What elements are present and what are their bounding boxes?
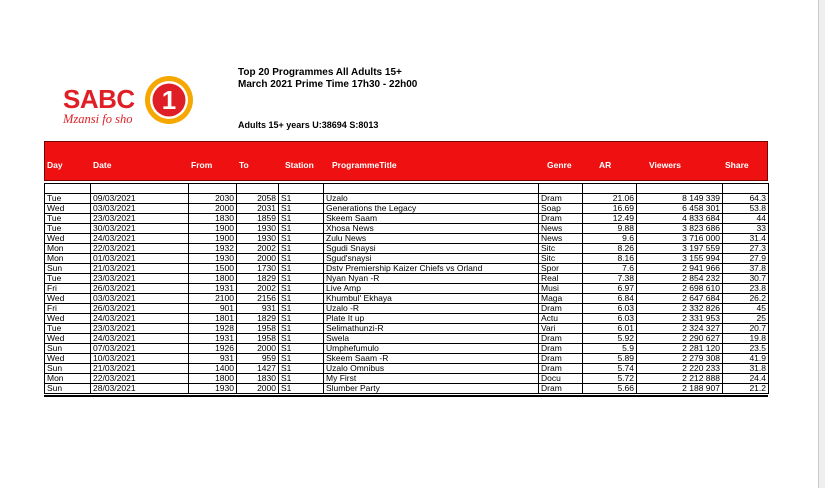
cell-date: 03/03/2021 <box>91 293 189 303</box>
table-row <box>45 363 769 373</box>
cell-to: 2031 <box>237 203 279 213</box>
cell-from: 1900 <box>189 223 237 233</box>
cell-day: Wed <box>45 203 91 213</box>
table-spacer-row <box>45 184 769 194</box>
table-row <box>45 343 769 353</box>
cell-programme-title: Generations the Legacy <box>324 203 539 213</box>
cell-share: 30.7 <box>723 273 769 283</box>
table-row <box>45 273 769 283</box>
table-row <box>45 193 769 203</box>
cell-from: 1932 <box>189 243 237 253</box>
cell-programme-title: Uzalo Omnibus <box>324 363 539 373</box>
cell-genre: Dram <box>539 343 583 353</box>
cell-to: 2002 <box>237 283 279 293</box>
cell-from: 1931 <box>189 333 237 343</box>
cell-genre: Sitc <box>539 253 583 263</box>
cell-day: Tue <box>45 323 91 333</box>
cell-to: 2000 <box>237 253 279 263</box>
cell-to: 2000 <box>237 383 279 393</box>
cell-programme-title: Zulu News <box>324 233 539 243</box>
header-date: Date <box>93 160 112 170</box>
cell-station: S1 <box>279 273 324 283</box>
cell-from: 1900 <box>189 233 237 243</box>
cell-share: 37.8 <box>723 263 769 273</box>
cell-date: 28/03/2021 <box>91 383 189 393</box>
cell-viewers: 3 155 994 <box>637 253 723 263</box>
cell-station: S1 <box>279 293 324 303</box>
cell-to: 1958 <box>237 323 279 333</box>
cell-from: 1830 <box>189 213 237 223</box>
report-title-line2: March 2021 Prime Time 17h30 - 22h00 <box>238 79 418 90</box>
cell-station: S1 <box>279 333 324 343</box>
cell-genre: News <box>539 233 583 243</box>
cell-ar: 7.38 <box>583 273 637 283</box>
cell-programme-title: Selimathunzi-R <box>324 323 539 333</box>
cell-share: 45 <box>723 303 769 313</box>
table-row <box>45 383 769 393</box>
cell-genre: Dram <box>539 193 583 203</box>
cell-to: 1829 <box>237 273 279 283</box>
report-title <box>238 67 417 91</box>
cell-programme-title: Sgudi Snaysi <box>324 243 539 253</box>
cell-from: 1930 <box>189 253 237 263</box>
cell-date: 24/03/2021 <box>91 313 189 323</box>
table-row <box>45 213 769 223</box>
cell-genre: Spor <box>539 263 583 273</box>
cell-station: S1 <box>279 213 324 223</box>
cell-programme-title: Umphefumulo <box>324 343 539 353</box>
cell-date: 22/03/2021 <box>91 373 189 383</box>
logo-wordmark: SABC <box>63 84 135 114</box>
cell-ar: 6.01 <box>583 323 637 333</box>
table-row <box>45 353 769 363</box>
cell-to: 2002 <box>237 243 279 253</box>
table-row <box>45 233 769 243</box>
report-title-line1: Top 20 Programmes All Adults 15+ <box>238 67 402 78</box>
cell-day: Tue <box>45 193 91 203</box>
cell-viewers: 6 458 301 <box>637 203 723 213</box>
cell-day: Sun <box>45 363 91 373</box>
cell-genre: Dram <box>539 213 583 223</box>
cell-from: 1800 <box>189 373 237 383</box>
table-row <box>45 313 769 323</box>
cell-day: Tue <box>45 273 91 283</box>
logo-tagline: Mzansi fo sho <box>63 112 133 126</box>
header-ar: AR <box>599 160 612 170</box>
cell-ar: 8.26 <box>583 243 637 253</box>
cell-ar: 9.6 <box>583 233 637 243</box>
cell-viewers: 2 941 966 <box>637 263 723 273</box>
cell-share: 21.2 <box>723 383 769 393</box>
cell-station: S1 <box>279 313 324 323</box>
cell-ar: 5.72 <box>583 373 637 383</box>
cell-programme-title: Live Amp <box>324 283 539 293</box>
table-row <box>45 243 769 253</box>
cell-date: 26/03/2021 <box>91 283 189 293</box>
cell-day: Fri <box>45 303 91 313</box>
cell-from: 2100 <box>189 293 237 303</box>
cell-date: 24/03/2021 <box>91 333 189 343</box>
header-to: To <box>239 160 249 170</box>
cell-share: 44 <box>723 213 769 223</box>
cell-ar: 8.16 <box>583 253 637 263</box>
table-row <box>45 263 769 273</box>
cell-from: 1931 <box>189 283 237 293</box>
cell-from: 1400 <box>189 363 237 373</box>
cell-genre: Actu <box>539 313 583 323</box>
cell-station: S1 <box>279 223 324 233</box>
cell-genre: Dram <box>539 383 583 393</box>
cell-ar: 5.74 <box>583 363 637 373</box>
cell-to: 1730 <box>237 263 279 273</box>
cell-programme-title: Uzalo <box>324 193 539 203</box>
header-from: From <box>191 160 213 170</box>
header-station: Station <box>285 160 314 170</box>
cell-viewers: 2 188 907 <box>637 383 723 393</box>
header-day: Day <box>47 160 63 170</box>
cell-day: Sun <box>45 343 91 353</box>
cell-programme-title: Uzalo -R <box>324 303 539 313</box>
cell-share: 64.3 <box>723 193 769 203</box>
cell-station: S1 <box>279 323 324 333</box>
cell-from: 1800 <box>189 273 237 283</box>
cell-ar: 6.97 <box>583 283 637 293</box>
cell-genre: Dram <box>539 303 583 313</box>
cell-share: 41.9 <box>723 353 769 363</box>
cell-date: 07/03/2021 <box>91 343 189 353</box>
cell-viewers: 4 833 684 <box>637 213 723 223</box>
cell-day: Fri <box>45 283 91 293</box>
sabc1-logo <box>60 74 190 134</box>
cell-share: 23.8 <box>723 283 769 293</box>
cell-day: Wed <box>45 313 91 323</box>
table-row <box>45 373 769 383</box>
cell-share: 20.7 <box>723 323 769 333</box>
cell-programme-title: Skeem Saam <box>324 213 539 223</box>
cell-share: 27.3 <box>723 243 769 253</box>
table-bottom-rule <box>44 395 768 397</box>
table-row <box>45 293 769 303</box>
cell-station: S1 <box>279 373 324 383</box>
header-viewers: Viewers <box>649 160 681 170</box>
cell-genre: Dram <box>539 353 583 363</box>
cell-from: 1926 <box>189 343 237 353</box>
cell-programme-title: Dstv Premiership Kaizer Chiefs vs Orland <box>324 263 539 273</box>
cell-ar: 7.6 <box>583 263 637 273</box>
page-edge-shadow <box>819 0 825 488</box>
cell-station: S1 <box>279 203 324 213</box>
cell-viewers: 2 647 684 <box>637 293 723 303</box>
cell-date: 23/03/2021 <box>91 323 189 333</box>
cell-day: Wed <box>45 353 91 363</box>
cell-genre: Soap <box>539 203 583 213</box>
cell-programme-title: Sgud'snaysi <box>324 253 539 263</box>
cell-viewers: 8 149 339 <box>637 193 723 203</box>
cell-viewers: 2 854 232 <box>637 273 723 283</box>
cell-genre: Docu <box>539 373 583 383</box>
cell-share: 26.2 <box>723 293 769 303</box>
cell-station: S1 <box>279 243 324 253</box>
cell-date: 01/03/2021 <box>91 253 189 263</box>
cell-date: 24/03/2021 <box>91 233 189 243</box>
table-row <box>45 303 769 313</box>
cell-to: 1830 <box>237 373 279 383</box>
ratings-table-body <box>44 183 769 394</box>
cell-from: 1500 <box>189 263 237 273</box>
cell-viewers: 2 331 953 <box>637 313 723 323</box>
cell-station: S1 <box>279 383 324 393</box>
cell-share: 53.8 <box>723 203 769 213</box>
cell-to: 1958 <box>237 333 279 343</box>
cell-genre: Sitc <box>539 243 583 253</box>
cell-date: 23/03/2021 <box>91 273 189 283</box>
cell-date: 09/03/2021 <box>91 193 189 203</box>
header-programme-title: ProgrammeTitle <box>332 160 397 170</box>
cell-day: Tue <box>45 223 91 233</box>
cell-ar: 6.03 <box>583 313 637 323</box>
table-row <box>45 323 769 333</box>
cell-date: 30/03/2021 <box>91 223 189 233</box>
report-subtitle: Adults 15+ years U:38694 S:8013 <box>238 120 379 130</box>
cell-date: 22/03/2021 <box>91 243 189 253</box>
cell-day: Sun <box>45 383 91 393</box>
cell-ar: 21.06 <box>583 193 637 203</box>
cell-ar: 6.03 <box>583 303 637 313</box>
table-row <box>45 223 769 233</box>
cell-day: Wed <box>45 233 91 243</box>
cell-from: 1928 <box>189 323 237 333</box>
cell-to: 2000 <box>237 343 279 353</box>
cell-programme-title: Khumbul' Ekhaya <box>324 293 539 303</box>
cell-viewers: 3 197 559 <box>637 243 723 253</box>
cell-viewers: 2 279 308 <box>637 353 723 363</box>
cell-day: Wed <box>45 333 91 343</box>
page-edge-line <box>818 0 819 488</box>
cell-share: 19.8 <box>723 333 769 343</box>
cell-genre: Musi <box>539 283 583 293</box>
cell-genre: Dram <box>539 333 583 343</box>
cell-to: 2156 <box>237 293 279 303</box>
table-row <box>45 283 769 293</box>
cell-genre: Dram <box>539 363 583 373</box>
cell-programme-title: Skeem Saam -R <box>324 353 539 363</box>
header-share: Share <box>725 160 749 170</box>
cell-share: 24.4 <box>723 373 769 383</box>
cell-ar: 5.92 <box>583 333 637 343</box>
cell-programme-title: Slumber Party <box>324 383 539 393</box>
cell-ar: 6.84 <box>583 293 637 303</box>
cell-from: 1801 <box>189 313 237 323</box>
cell-ar: 5.66 <box>583 383 637 393</box>
cell-to: 1930 <box>237 233 279 243</box>
cell-station: S1 <box>279 253 324 263</box>
cell-to: 1829 <box>237 313 279 323</box>
cell-date: 03/03/2021 <box>91 203 189 213</box>
table-header-bar <box>44 141 768 181</box>
cell-day: Tue <box>45 213 91 223</box>
cell-viewers: 2 698 610 <box>637 283 723 293</box>
cell-to: 1427 <box>237 363 279 373</box>
cell-programme-title: Nyan Nyan -R <box>324 273 539 283</box>
cell-viewers: 2 220 233 <box>637 363 723 373</box>
cell-viewers: 2 332 826 <box>637 303 723 313</box>
cell-genre: Maga <box>539 293 583 303</box>
cell-genre: Real <box>539 273 583 283</box>
cell-ar: 9.88 <box>583 223 637 233</box>
cell-from: 1930 <box>189 383 237 393</box>
table-row <box>45 203 769 213</box>
cell-share: 23.5 <box>723 343 769 353</box>
cell-programme-title: Swela <box>324 333 539 343</box>
table-row <box>45 253 769 263</box>
cell-to: 2058 <box>237 193 279 203</box>
cell-date: 26/03/2021 <box>91 303 189 313</box>
cell-to: 959 <box>237 353 279 363</box>
cell-share: 31.4 <box>723 233 769 243</box>
cell-viewers: 2 290 627 <box>637 333 723 343</box>
cell-day: Wed <box>45 293 91 303</box>
cell-day: Mon <box>45 243 91 253</box>
cell-station: S1 <box>279 233 324 243</box>
cell-day: Mon <box>45 253 91 263</box>
cell-programme-title: Plate It up <box>324 313 539 323</box>
cell-from: 2030 <box>189 193 237 203</box>
cell-station: S1 <box>279 283 324 293</box>
cell-to: 931 <box>237 303 279 313</box>
cell-ar: 12.49 <box>583 213 637 223</box>
cell-station: S1 <box>279 363 324 373</box>
cell-date: 21/03/2021 <box>91 363 189 373</box>
cell-station: S1 <box>279 343 324 353</box>
cell-share: 27.9 <box>723 253 769 263</box>
cell-viewers: 2 212 888 <box>637 373 723 383</box>
cell-station: S1 <box>279 353 324 363</box>
cell-share: 33 <box>723 223 769 233</box>
cell-from: 901 <box>189 303 237 313</box>
cell-share: 25 <box>723 313 769 323</box>
header-genre: Genre <box>547 160 572 170</box>
cell-day: Sun <box>45 263 91 273</box>
cell-from: 931 <box>189 353 237 363</box>
cell-programme-title: My First <box>324 373 539 383</box>
cell-to: 1930 <box>237 223 279 233</box>
cell-day: Mon <box>45 373 91 383</box>
cell-date: 21/03/2021 <box>91 263 189 273</box>
cell-station: S1 <box>279 303 324 313</box>
cell-share: 31.8 <box>723 363 769 373</box>
cell-viewers: 2 324 327 <box>637 323 723 333</box>
logo-circle-icon <box>143 74 195 126</box>
table-row <box>45 333 769 343</box>
cell-station: S1 <box>279 263 324 273</box>
cell-to: 1859 <box>237 213 279 223</box>
cell-ar: 16.69 <box>583 203 637 213</box>
cell-date: 23/03/2021 <box>91 213 189 223</box>
cell-genre: Vari <box>539 323 583 333</box>
cell-ar: 5.89 <box>583 353 637 363</box>
cell-ar: 5.9 <box>583 343 637 353</box>
cell-viewers: 3 823 686 <box>637 223 723 233</box>
cell-from: 2000 <box>189 203 237 213</box>
cell-station: S1 <box>279 193 324 203</box>
cell-viewers: 2 281 120 <box>637 343 723 353</box>
cell-programme-title: Xhosa News <box>324 223 539 233</box>
cell-viewers: 3 716 000 <box>637 233 723 243</box>
cell-date: 10/03/2021 <box>91 353 189 363</box>
ratings-table <box>44 141 768 397</box>
cell-genre: News <box>539 223 583 233</box>
logo-numeral: 1 <box>161 85 177 115</box>
